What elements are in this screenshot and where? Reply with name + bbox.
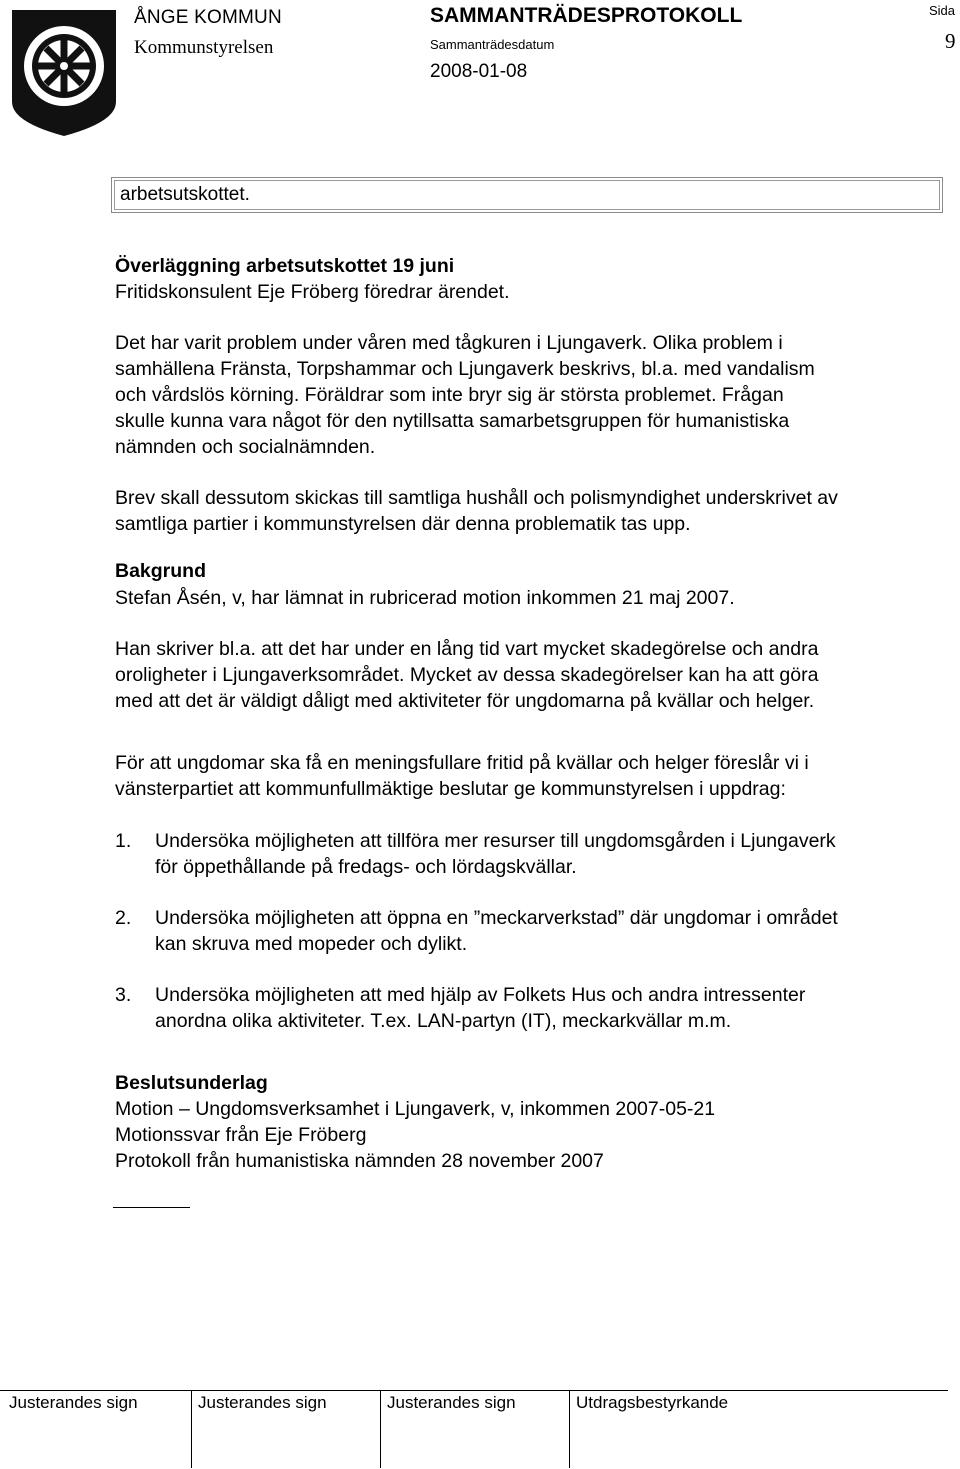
list-item-number: 1. [115,830,132,852]
footer-rule [0,1390,948,1391]
paragraph-line: vänsterpartiet att kommunfullmäktige beslutar ge kommunstyrelsen i uppdrag: [115,778,786,800]
deliberation-heading: Överläggning arbetsutskottet 19 juni [115,255,455,277]
end-rule [113,1207,190,1208]
municipal-logo [8,6,120,138]
list-item-line: Undersöka möjligheten att med hjälp av Folkets Hus och andra intressenter [155,984,806,1006]
paragraph-line: med att det är väldigt dåligt med aktiviteter för ungdomarna på kvällar och helger. [115,690,815,712]
list-item-line: Undersöka möjligheten att tillföra mer resurser till ungdomsgården i Ljungaverk [155,830,836,852]
list-item-number: 3. [115,984,132,1006]
meeting-date-label: Sammanträdesdatum [430,37,555,52]
page-label: Sida [929,3,956,18]
footer-divider [191,1390,192,1468]
paragraph-line: skulle kunna vara något för den nytillsatta samarbetsgruppen för humanistiska [115,410,790,432]
background-heading: Bakgrund [115,560,207,582]
paragraph-line: och vårdslös körning. Föräldrar som inte bryr sig är största problemet. Frågan [115,384,784,406]
decision-basis-item: Motionssvar från Eje Fröberg [115,1124,367,1146]
decision-basis-heading: Beslutsunderlag [115,1072,268,1094]
signature-cell-label: Justerandes sign [387,1393,516,1412]
paragraph-line: oroligheter i Ljungaverksområdet. Mycket av dessa skadegörelser kan ha att göra [115,664,819,686]
list-item-line: anordna olika aktiviteter. T.ex. LAN-partyn (IT), meckarkvällar m.m. [155,1010,732,1032]
list-item-line: Undersöka möjligheten att öppna en ”meckarverkstad” där ungdomar i området [155,907,838,929]
committee-name: Kommunstyrelsen [134,37,274,58]
continuation-text: arbetsutskottet. [120,184,250,205]
page-number: 9 [945,29,956,53]
paragraph-line: samhällena Fränsta, Torpshammar och Ljungaverk beskrivs, bl.a. med vandalism [115,358,815,380]
decision-basis-item: Protokoll från humanistiska nämnden 28 november 2007 [115,1150,604,1172]
deliberation-line: Fritidskonsulent Eje Fröberg föredrar ärendet. [115,281,510,303]
list-item-number: 2. [115,907,132,929]
signature-cell-label: Justerandes sign [198,1393,327,1412]
continuation-box [111,177,943,213]
paragraph-line: Han skriver bl.a. att det har under en lång tid vart mycket skadegörelse och andra [115,638,819,660]
organization-name: ÅNGE KOMMUN [134,7,282,28]
footer-divider [569,1390,570,1468]
paragraph-line: Det har varit problem under våren med tågkuren i Ljungaverk. Olika problem i [115,332,783,354]
signature-cell-label: Justerandes sign [9,1393,138,1412]
meeting-date: 2008-01-08 [430,61,528,82]
paragraph-line: Brev skall dessutom skickas till samtliga hushåll och polismyndighet underskrivet av [115,487,838,509]
background-line: Stefan Åsén, v, har lämnat in rubricerad motion inkommen 21 maj 2007. [115,587,735,609]
document-title: SAMMANTRÄDESPROTOKOLL [430,4,743,27]
list-item-line: kan skruva med mopeder och dylikt. [155,933,468,955]
footer-divider [380,1390,381,1468]
certification-cell-label: Utdragsbestyrkande [576,1393,729,1412]
paragraph-line: För att ungdomar ska få en meningsfullare fritid på kvällar och helger föreslår vi i [115,752,809,774]
list-item-line: för öppethållande på fredags- och lördagskvällar. [155,856,577,878]
decision-basis-item: Motion – Ungdomsverksamhet i Ljungaverk, v, inkommen 2007-05-21 [115,1098,716,1120]
paragraph-line: samtliga partier i kommunstyrelsen där denna problematik tas upp. [115,513,691,535]
paragraph-line: nämnden och socialnämnden. [115,436,376,458]
